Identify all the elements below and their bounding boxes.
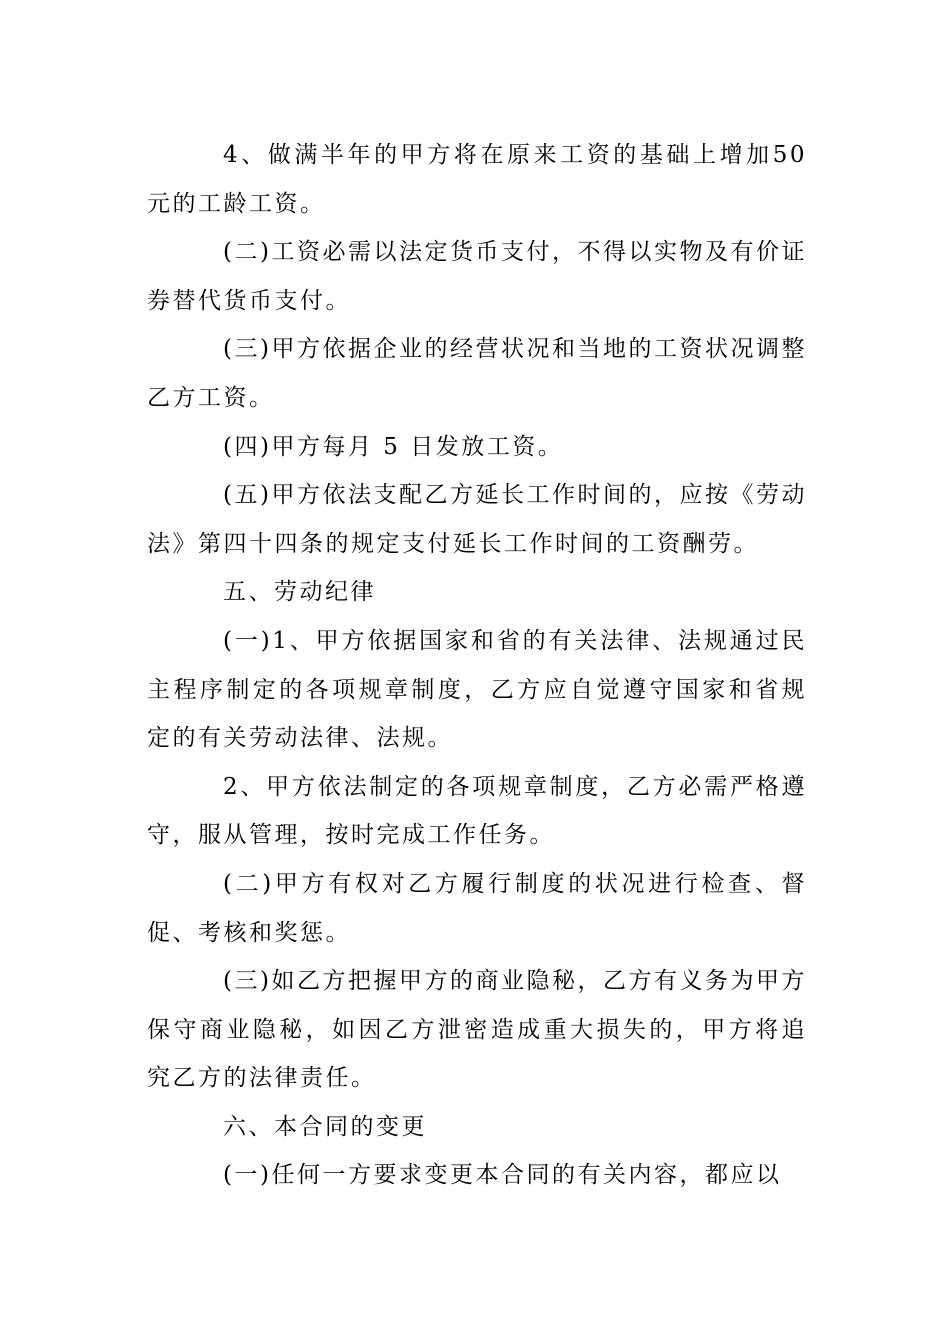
paragraph-overtime-pay: (五)甲方依法支配乙方延长工作时间的，应按《劳动法》第四十四条的规定支付延长工作时间的工资酬劳。 (147, 482, 807, 557)
document-body (147, 131, 807, 1200)
section-heading-contract-changes: 六、本合同的变更 (223, 1113, 427, 1140)
paragraph-inspection-rights: (二)甲方有权对乙方履行制度的状况进行检查、督促、考核和奖惩。 (147, 870, 807, 946)
paragraph-payday: (四)甲方每月 5 日发放工资。 (223, 433, 564, 460)
paragraph-seniority-pay: 4、做满半年的甲方将在原来工资的基础上增加50元的工龄工资。 (147, 142, 807, 217)
paragraph-legal-currency: (二)工资必需以法定货币支付，不得以实物及有价证券替代货币支付。 (147, 239, 807, 314)
paragraph-wage-adjustment: (三)甲方依据企业的经营状况和当地的工资状况调整乙方工资。 (147, 336, 807, 411)
paragraph-rules-compliance: (一)1、甲方依据国家和省的有关法律、法规通过民主程序制定的各项规章制度，乙方应自觉遵守国家和省规定的有关劳动法律、法规。 (147, 627, 807, 752)
section-heading-labor-discipline: 五、劳动纪律 (223, 579, 376, 606)
paragraph-trade-secrets: (三)如乙方把握甲方的商业隐秘，乙方有义务为甲方保守商业隐秘，如因乙方泄密造成重大损失的，甲方将追究乙方的法律责任。 (147, 968, 807, 1092)
paragraph-obey-management: 2、甲方依法制定的各项规章制度，乙方必需严格遵守，服从管理，按时完成工作任务。 (147, 773, 807, 849)
paragraph-change-request: (一)任何一方要求变更本合同的有关内容，都应以 (223, 1162, 782, 1189)
